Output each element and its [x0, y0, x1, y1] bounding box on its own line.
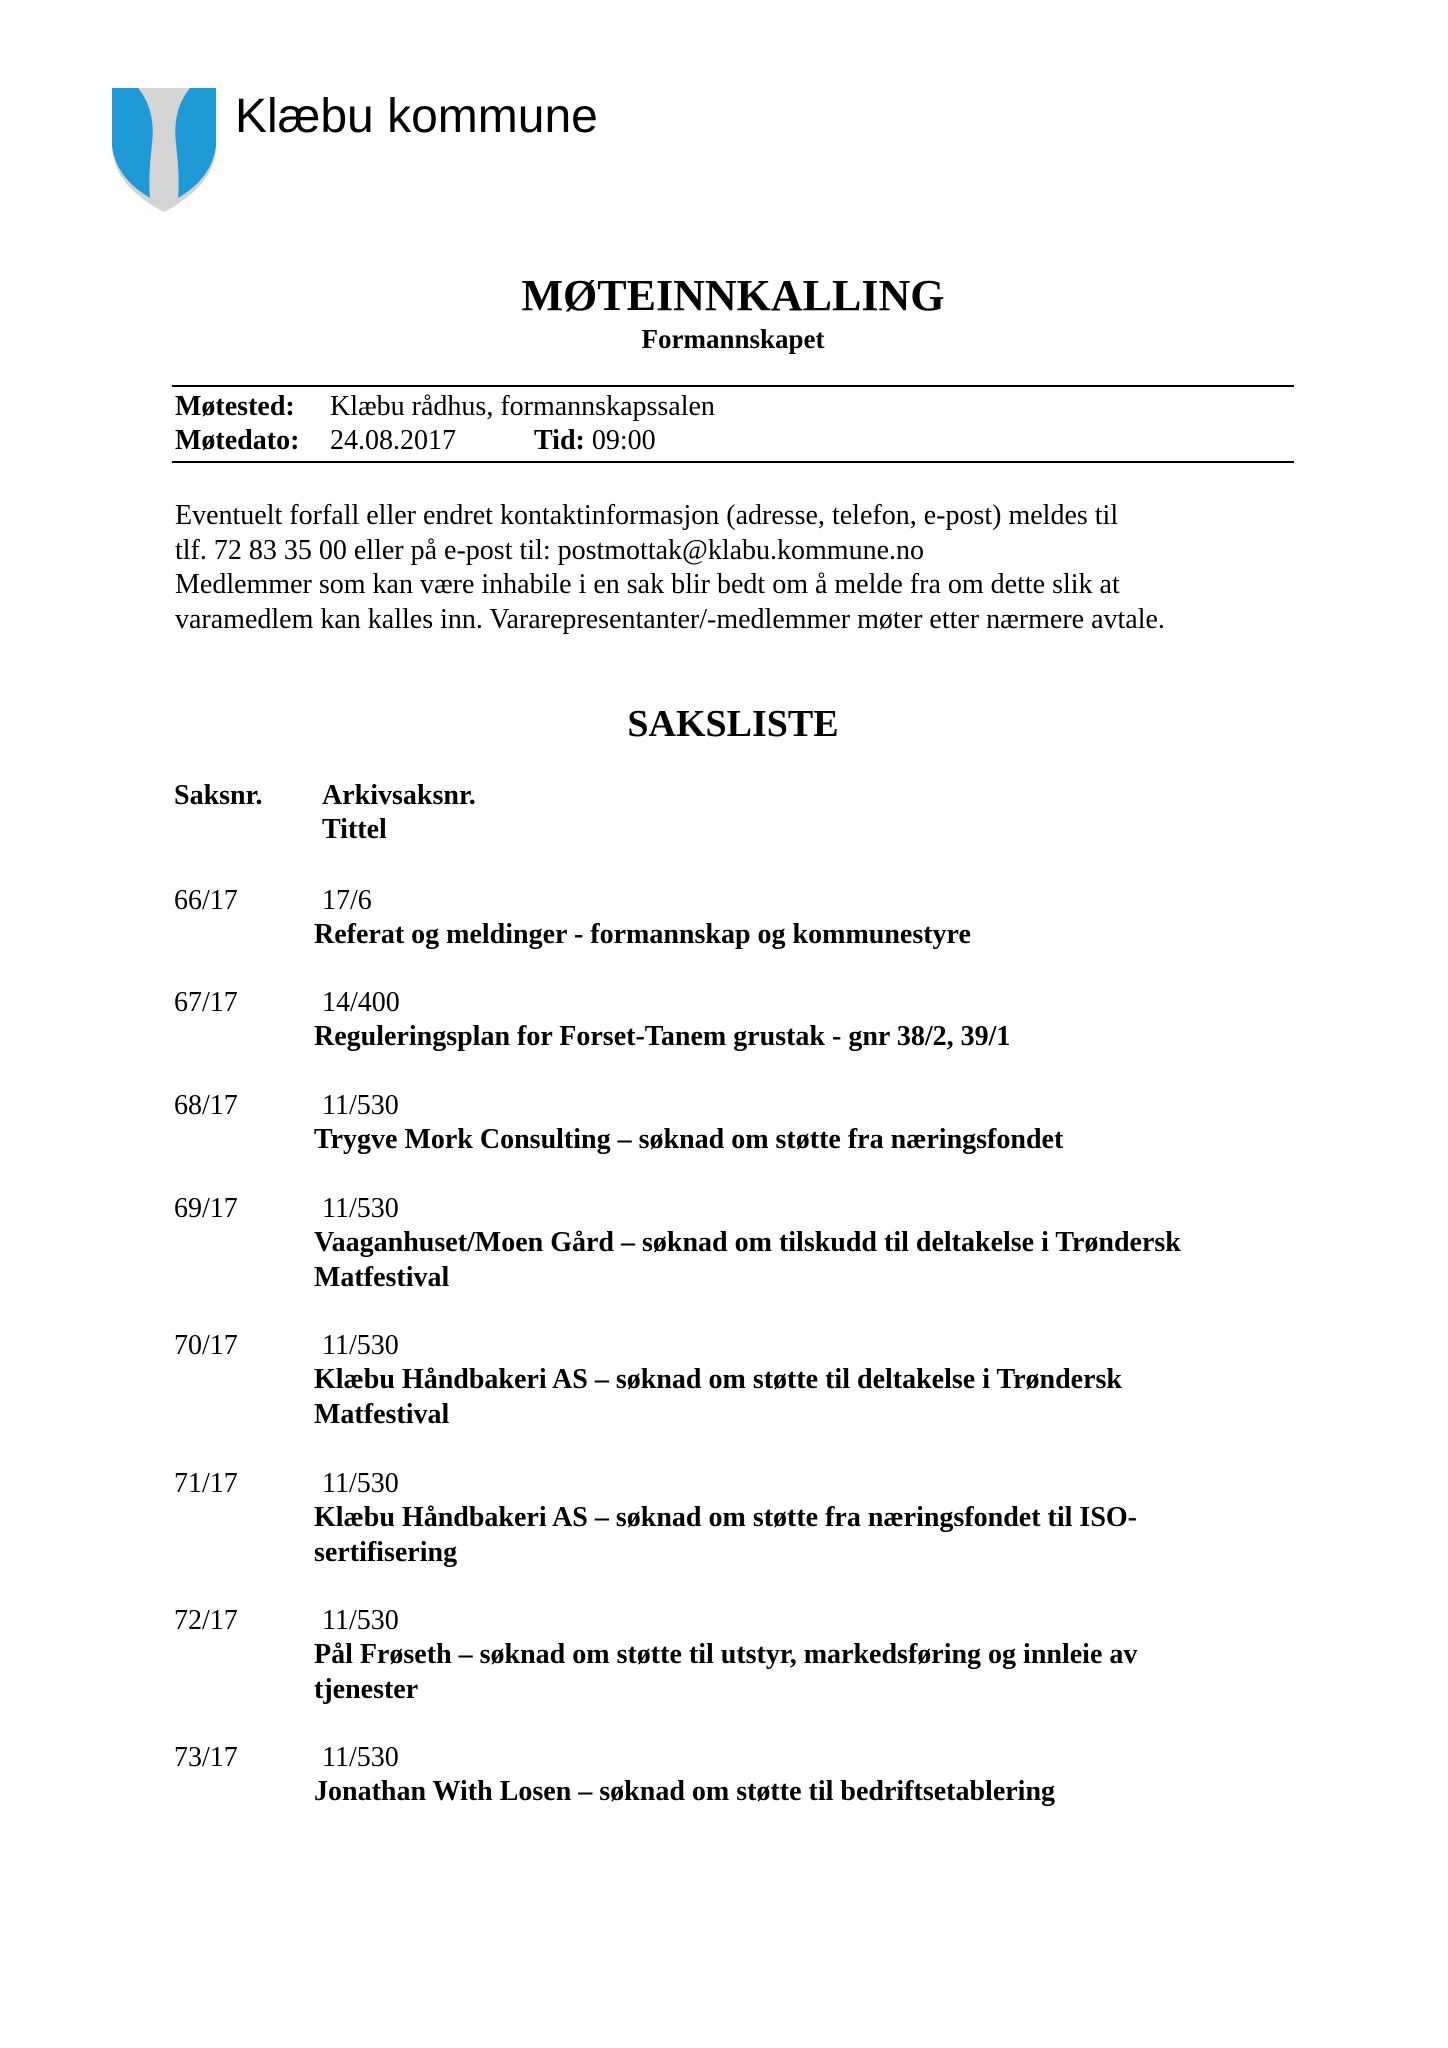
case-title-line: tjenester	[314, 1673, 419, 1705]
case-title-line: Klæbu Håndbakeri AS – søknad om støtte til deltakelse i Trøndersk	[314, 1364, 1122, 1395]
case-title	[314, 1501, 1274, 1570]
case-saksnr: 66/17	[174, 885, 238, 916]
notice-line: Eventuelt forfall eller endret kontaktinformasjon (adresse, telefon, e-post) meldes til	[175, 500, 1119, 531]
case-title	[314, 1363, 1274, 1432]
case-arkivsaksnr: 11/530	[322, 1330, 399, 1361]
meeting-time-value: 09:00	[591, 425, 656, 456]
case-title-line: Reguleringsplan for Forset-Tanem grustak - gnr 38/2, 39/1	[314, 1021, 1011, 1052]
notice-line: tlf. 72 83 35 00 eller på e-post til: postmottak@klabu.kommune.no	[175, 534, 925, 566]
case-arkivsaksnr: 14/400	[322, 987, 400, 1018]
meeting-place-label: Møtested:	[175, 391, 295, 422]
document-title: MØTEINNKALLING	[521, 271, 945, 320]
organization-name: Klæbu kommune	[235, 90, 598, 143]
meeting-date-value: 24.08.2017	[330, 425, 456, 456]
case-saksnr: 72/17	[174, 1605, 238, 1636]
case-saksnr: 70/17	[174, 1330, 238, 1361]
case-saksnr: 69/17	[174, 1193, 238, 1224]
case-title-line: Vaaganhuset/Moen Gård – søknad om tilskudd til deltakelse i Trøndersk	[314, 1227, 1181, 1258]
column-header-arkivsaksnr: Arkivsaksnr.	[322, 780, 476, 811]
meeting-time-label: Tid:	[534, 425, 585, 456]
case-title-line: Jonathan With Losen – søknad om støtte til bedriftsetablering	[314, 1776, 1056, 1807]
bottom-rule	[172, 461, 1294, 463]
case-saksnr: 71/17	[174, 1468, 238, 1499]
case-arkivsaksnr: 11/530	[322, 1090, 399, 1121]
case-title	[314, 1638, 1274, 1707]
notice-paragraph	[175, 499, 1295, 637]
top-rule	[172, 385, 1294, 387]
case-title-line: Klæbu Håndbakeri AS – søknad om støtte fra næringsfondet til ISO-	[314, 1502, 1138, 1533]
case-arkivsaksnr: 11/530	[322, 1468, 399, 1499]
case-title-line: Trygve Mork Consulting – søknad om støtte fra næringsfondet	[314, 1124, 1064, 1155]
case-title-line: Matfestival	[314, 1261, 450, 1293]
case-arkivsaksnr: 11/530	[322, 1605, 399, 1636]
meeting-date-row	[175, 424, 656, 458]
case-title-line: Matfestival	[314, 1398, 450, 1430]
case-title	[314, 1226, 1274, 1295]
section-title: SAKSLISTE	[627, 703, 839, 745]
coat-of-arms-icon	[110, 86, 218, 214]
column-header-saksnr: Saksnr.	[174, 780, 263, 811]
case-arkivsaksnr: 11/530	[322, 1193, 399, 1224]
notice-line: varamedlem kan kalles inn. Vararepresentanter/-medlemmer møter etter nærmere avtale.	[175, 603, 1165, 635]
document-subtitle: Formannskapet	[641, 324, 825, 354]
case-arkivsaksnr: 17/6	[322, 885, 372, 916]
case-title	[314, 1123, 1274, 1158]
case-title	[314, 918, 1274, 953]
column-header-tittel: Tittel	[322, 814, 387, 845]
case-saksnr: 67/17	[174, 987, 238, 1018]
meeting-place-row	[175, 390, 715, 424]
case-title-line: Pål Frøseth – søknad om støtte til utstyr, markedsføring og innleie av	[314, 1639, 1138, 1670]
notice-line: Medlemmer som kan være inhabile i en sak blir bedt om å melde fra om dette slik at	[175, 569, 1120, 600]
meeting-date-label: Møtedato:	[175, 425, 300, 456]
case-arkivsaksnr: 11/530	[322, 1742, 399, 1773]
case-title-line: sertifisering	[314, 1536, 458, 1568]
case-saksnr: 73/17	[174, 1742, 238, 1773]
case-saksnr: 68/17	[174, 1090, 238, 1121]
meeting-place-value: Klæbu rådhus, formannskapssalen	[330, 391, 715, 422]
case-title-line: Referat og meldinger - formannskap og kommunestyre	[314, 919, 971, 950]
case-title	[314, 1775, 1274, 1810]
case-title	[314, 1020, 1274, 1055]
